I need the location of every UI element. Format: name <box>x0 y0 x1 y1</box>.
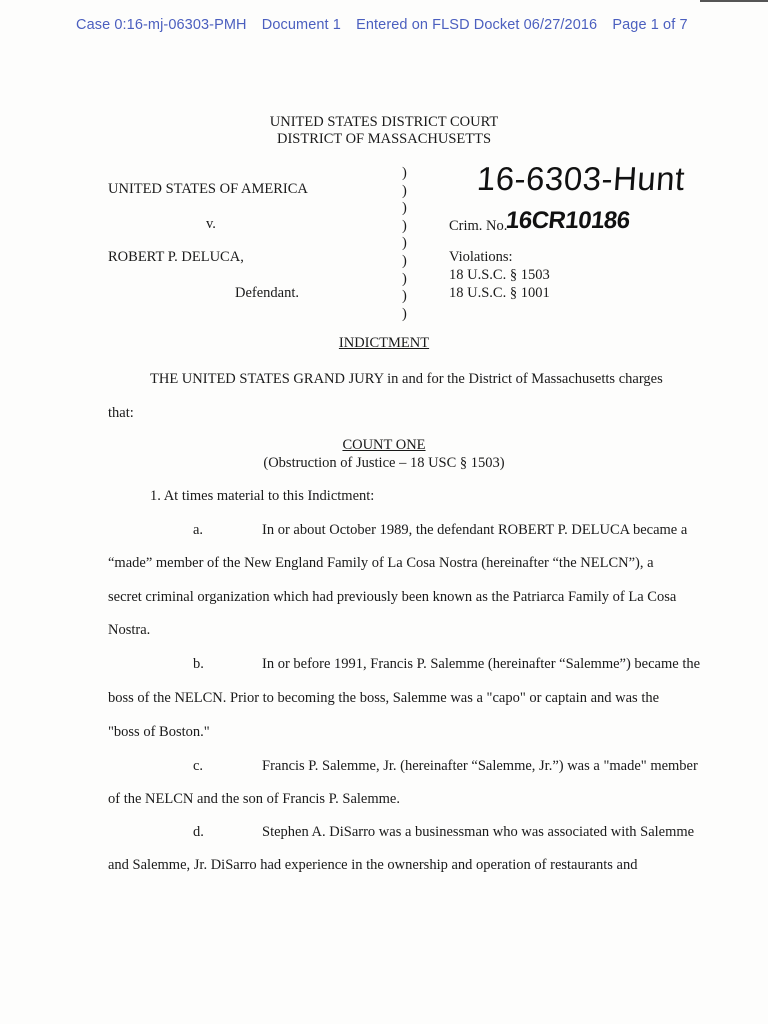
paragraph-1: 1. At times material to this Indictment: <box>150 488 375 504</box>
count-subtitle: (Obstruction of Justice – 18 USC § 1503) <box>263 455 505 471</box>
caption-parentheses: ) ) ) ) ) ) ) ) ) <box>402 165 407 322</box>
intro-line-2: that: <box>108 405 134 421</box>
caption-plaintiff: UNITED STATES OF AMERICA <box>108 181 308 197</box>
subparagraph-a-line: “made” member of the New England Family of La Cosa Nostra (hereinafter “the NELCN”), a <box>108 555 654 571</box>
subparagraph-a-label: a. <box>193 522 204 538</box>
subparagraph-b-line: In or before 1991, Francis P. Salemme (hereinafter “Salemme”) became the <box>262 656 701 672</box>
subparagraph-a-line: In or about October 1989, the defendant ROBERT P. DELUCA became a <box>262 522 688 538</box>
subparagraph-a-line: Nostra. <box>108 622 151 638</box>
subparagraph-a-line: secret criminal organization which had previously been known as the Patriarca Family of La Cosa <box>108 589 677 605</box>
subparagraph-d-label: d. <box>193 824 204 840</box>
caption-versus: v. <box>206 216 216 232</box>
subparagraph-b-line: "boss of Boston." <box>108 724 210 740</box>
crim-number-label: Crim. No. <box>449 218 508 234</box>
scan-edge-rule <box>700 0 768 2</box>
subparagraph-d-line: Stephen A. DiSarro was a businessman who was associated with Salemme <box>262 824 695 840</box>
court-district: DISTRICT OF MASSACHUSETTS <box>276 131 492 147</box>
page-number: Page 1 of 7 <box>612 17 688 33</box>
caption-defendant-label: Defendant. <box>235 285 300 301</box>
violation-1: 18 U.S.C. § 1503 <box>449 267 550 283</box>
subparagraph-d-line: and Salemme, Jr. DiSarro had experience in the ownership and operation of restaurants and <box>108 857 638 873</box>
violation-2: 18 U.S.C. § 1001 <box>449 285 550 301</box>
intro-line-1: THE UNITED STATES GRAND JURY in and for the District of Massachusetts charges <box>150 371 663 387</box>
count-title: COUNT ONE <box>342 437 426 453</box>
subparagraph-c-label: c. <box>193 758 204 774</box>
court-name: UNITED STATES DISTRICT COURT <box>269 114 499 130</box>
violations-label: Violations: <box>449 249 513 265</box>
docket-entry: Entered on FLSD Docket 06/27/2016 <box>356 17 598 33</box>
subparagraph-c-line: of the NELCN and the son of Francis P. Salemme. <box>108 791 400 807</box>
document-number: Document 1 <box>261 17 341 33</box>
court-heading <box>0 114 768 148</box>
handwritten-case-number: 16-6303-Hunt <box>475 160 687 197</box>
subparagraph-b-label: b. <box>193 656 204 672</box>
indictment-title: INDICTMENT <box>338 335 430 351</box>
subparagraph-c-line: Francis P. Salemme, Jr. (hereinafter “Salemme, Jr.”) was a "made" member <box>262 758 698 774</box>
handwritten-crim-number: 16CR10186 <box>504 207 632 234</box>
docket-header-stamp <box>76 17 688 33</box>
caption-defendant-name: ROBERT P. DELUCA, <box>108 249 244 265</box>
case-number: Case 0:16-mj-06303-PMH <box>76 17 247 33</box>
subparagraph-b-line: boss of the NELCN. Prior to becoming the boss, Salemme was a "capo" or captain and was the <box>108 690 660 706</box>
